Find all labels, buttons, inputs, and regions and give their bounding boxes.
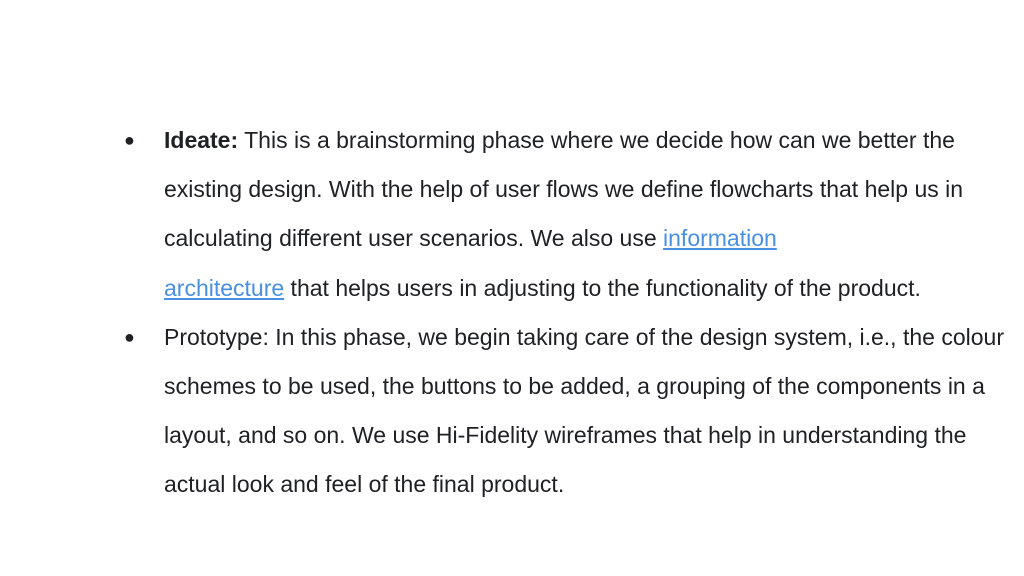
ideate-text-after-link: that helps users in adjusting to the functionality of the product. (284, 274, 921, 301)
information-architecture-link-part2[interactable]: architecture (164, 274, 285, 301)
ideate-text: This is a brainstorming phase where we decide how can we better the existing design. With the help of user flows we define flowcharts that help us in calculating different user scenarios. We also use (164, 127, 964, 252)
bullet-dot-icon: ● (124, 326, 135, 347)
prototype-paragraph: Prototype: In this phase, we begin taking care of the design system, i.e., the colour schemes to be used, the buttons to be added, a grouping of the components in a layout, and so on. We use Hi-Fidelity wireframes that help in understanding the actual look and feel of the final product. (164, 323, 1004, 498)
ideate-term: Ideate: (164, 127, 239, 153)
bullet-ideate (124, 116, 1024, 313)
bullet-prototype (124, 313, 1024, 510)
information-architecture-link-part1[interactable]: information (663, 225, 777, 252)
ideate-paragraph (164, 116, 1024, 313)
bullet-dot-icon: ● (124, 130, 135, 150)
bullet-list (124, 116, 1024, 510)
